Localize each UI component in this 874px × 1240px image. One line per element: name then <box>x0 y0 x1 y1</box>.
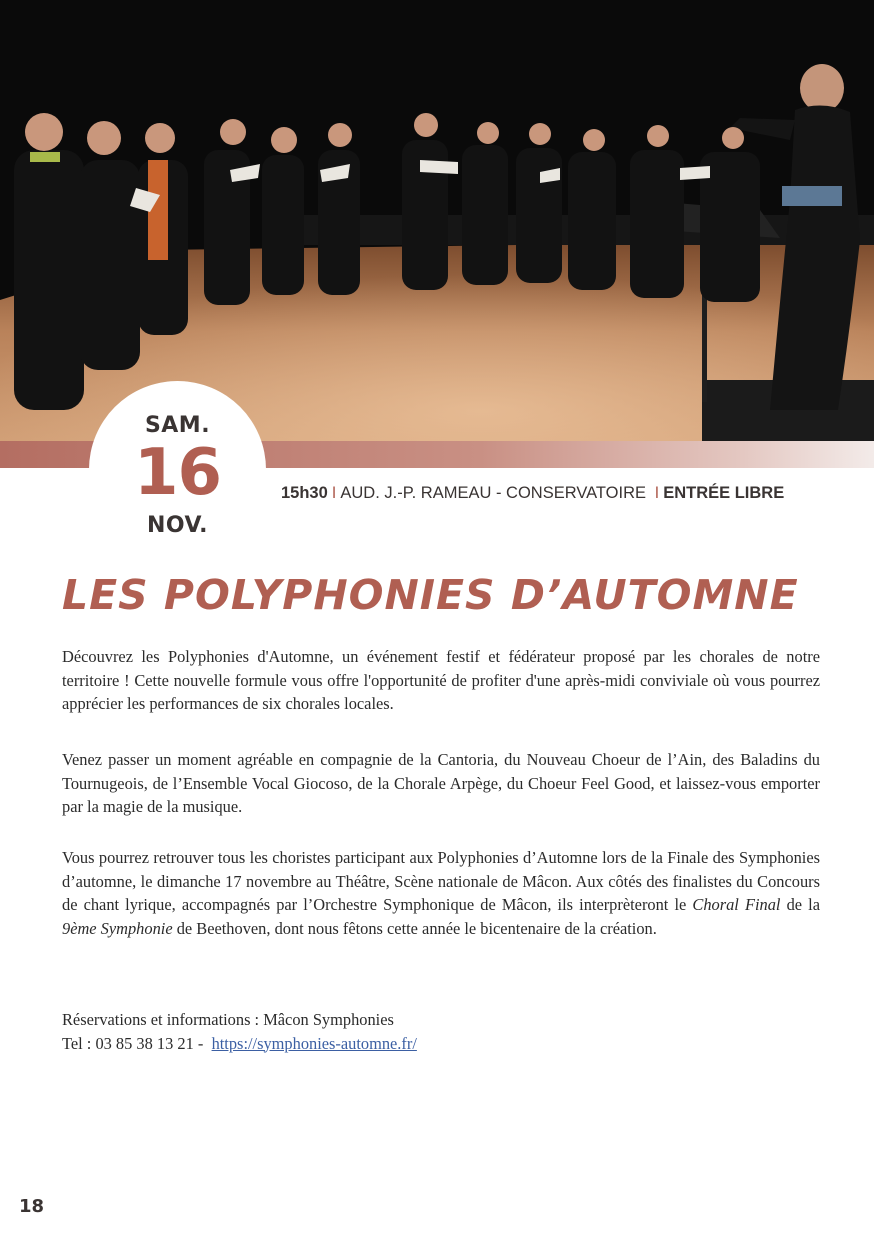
contact-block <box>62 1008 417 1055</box>
work-title: Choral Final <box>692 895 781 914</box>
paragraph-intro: Découvrez les Polyphonies d'Automne, un événement festif et fédérateur proposé par les chorales de notre territoire ! Cette nouvelle formule vous offre l'opportunité de profiter d'une après-midi conviviale où vous pourrez apprécier les performances de six chorales locales. <box>62 647 820 713</box>
event-venue: AUD. J.-P. RAMEAU - CONSERVATOIRE <box>340 484 647 502</box>
page-title: LES POLYPHONIES D’AUTOMNE <box>62 571 799 619</box>
date-badge <box>89 381 266 558</box>
page-number: 18 <box>19 1196 45 1217</box>
paragraph-choirs: Venez passer un moment agréable en compagnie de la Cantoria, du Nouveau Choeur de l’Ain, des Baladins du Tournugeois, de l’Ensemble Vocal Giocoso, de la Chorale Arpège, du Choeur Feel Good, et laissez-vous emporter par la magie de la musique. <box>62 750 820 816</box>
reservations-line: Réservations et informations : Mâcon Symphonies <box>62 1010 394 1029</box>
event-admission: ENTRÉE LIBRE <box>663 484 785 502</box>
paragraph-finale <box>62 846 820 940</box>
date-month: NOV. <box>146 513 209 538</box>
date-day: SAM. <box>144 413 211 438</box>
separator: I <box>654 484 660 502</box>
event-time: 15h30 <box>281 484 328 502</box>
symphony-title: 9ème Symphonie <box>62 918 173 938</box>
website-link[interactable]: https://symphonies-automne.fr/ <box>211 1033 417 1053</box>
paragraph-finale-part: Vous pourrez retrouver tous les choristes participant aux Polyphonies d’Automne lors de la Finale des Symphonies d’automne, le dimanche 17 novembre au Théâtre, Scène nationale de Mâcon. Aux côtés des finalistes du Concours de chant lyrique, accompagnés par l’Orchestre Symphonique de Mâcon, ils interprèteront le <box>62 848 820 914</box>
paragraph-finale-part: de Beethoven, dont nous fêtons cette année le bicentenaire de la création. <box>172 918 657 938</box>
date-number: 16 <box>133 436 222 510</box>
paragraph-finale-part: de la <box>780 895 821 914</box>
phone-line <box>62 1032 417 1056</box>
event-info-line <box>281 484 784 503</box>
separator: I <box>331 484 337 502</box>
phone-text: Tel : 03 85 38 13 21 - <box>62 1033 204 1053</box>
